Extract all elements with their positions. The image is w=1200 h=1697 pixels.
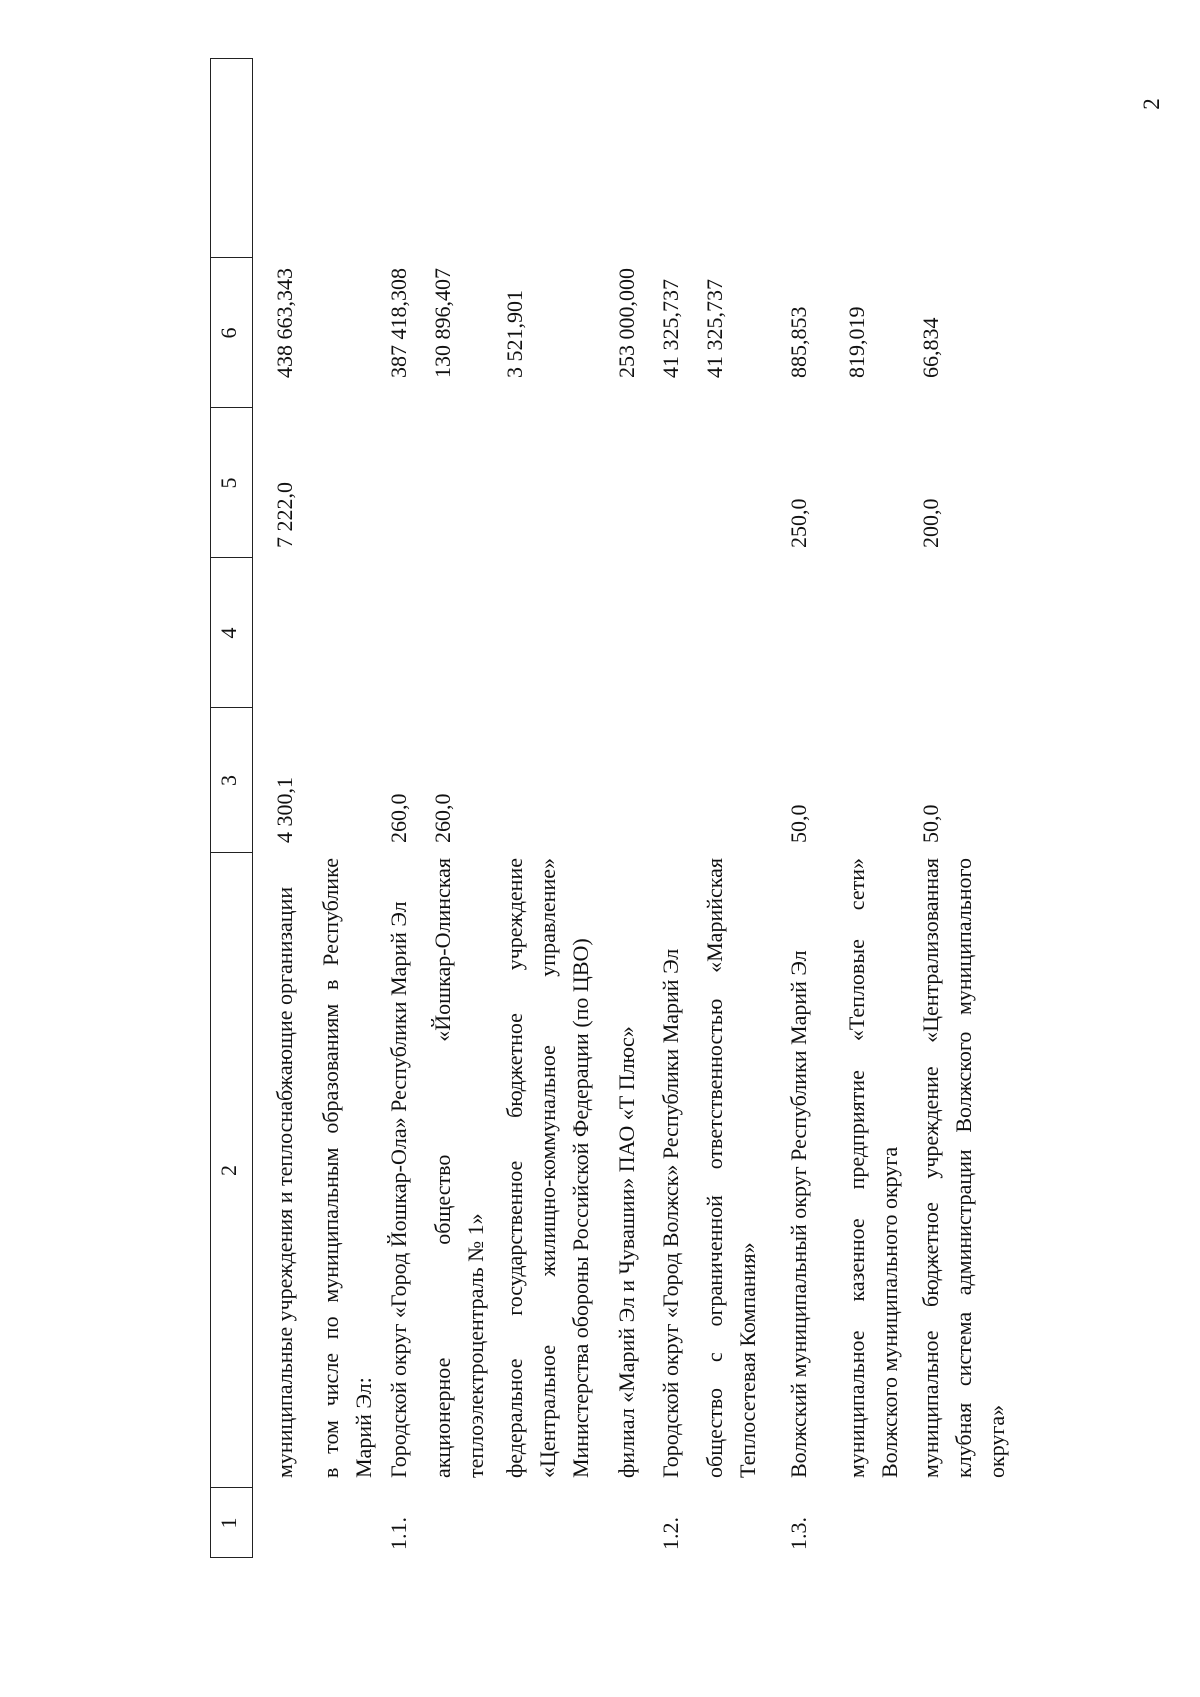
header-col-3: 3: [216, 775, 241, 786]
row-col-3: 260,0: [386, 793, 411, 843]
row-number: 1.3.: [786, 1517, 811, 1550]
row-name: Городской округ «Город Волжск» Республики Марий Эл: [658, 948, 683, 1478]
rotated-table-area: [210, 58, 1150, 1558]
page-number: 2: [1139, 98, 1164, 110]
row-col-6: 130 896,407: [430, 268, 455, 378]
row-col-5: 200,0: [918, 498, 943, 548]
row-col-3: 50,0: [786, 804, 811, 843]
row-col-6: 438 663,343: [272, 268, 297, 378]
row-number: 1.2.: [658, 1517, 683, 1550]
row-col-6: 66,834: [918, 317, 943, 378]
row-col-6: 387 418,308: [386, 268, 411, 378]
row-col-3: 50,0: [918, 804, 943, 843]
row-col-6: 819,019: [844, 306, 869, 378]
row-col-3: 4 300,1: [272, 777, 297, 843]
row-name: муниципальное казенное предприятие «Тепловые сети» Волжского муниципального округа: [844, 858, 902, 1478]
header-col-6: 6: [216, 327, 241, 339]
row-name: федеральное государственное бюджетное учреждение «Центральное жилищно-коммунальное управление» Министерства обороны Российской Федерации (по ЦВО): [502, 858, 593, 1478]
row-col-6: 41 325,737: [658, 279, 683, 378]
col-divider: [210, 58, 252, 59]
header-col-2: 2: [216, 1165, 241, 1176]
row-name: муниципальное бюджетное учреждение «Централизованная клубная система администрации Волжского муниципального округа»: [918, 858, 1009, 1478]
row-name: акционерное общество «Йошкар-Олинская теплоэлектроцентраль № 1»: [430, 858, 488, 1478]
row-name: в том числе по муниципальным образованиям в Республике Марий Эл:: [318, 858, 376, 1478]
row-col-6: 41 325,737: [702, 279, 727, 378]
budget-table: [210, 58, 1150, 1558]
row-name: муниципальные учреждения и теплоснабжающие организации: [272, 886, 297, 1478]
row-col-6: 885,853: [786, 306, 811, 378]
row-name: филиал «Марий Эл и Чувашии» ПАО «Т Плюс»: [614, 1026, 639, 1478]
table-top-border: [210, 58, 211, 1558]
header-col-5: 5: [216, 477, 241, 489]
header-bottom-border: [252, 58, 253, 1558]
row-col-3: 260,0: [430, 793, 455, 843]
row-col-5: 7 222,0: [272, 482, 297, 548]
row-name: Волжский муниципальный округ Республики Марий Эл: [786, 950, 811, 1478]
row-col-6: 253 000,000: [614, 268, 639, 378]
row-name: Городской округ «Город Йошкар-Ола» Республики Марий Эл: [386, 901, 411, 1478]
row-col-5: 250,0: [786, 498, 811, 548]
row-number: 1.1.: [386, 1517, 411, 1550]
row-name: общество с ограниченной ответственностью «Марийская Теплосетевая Компания»: [702, 858, 760, 1478]
header-col-4: 4: [216, 627, 241, 639]
header-col-1: 1: [216, 1517, 241, 1529]
row-col-6: 3 521,901: [502, 290, 527, 378]
